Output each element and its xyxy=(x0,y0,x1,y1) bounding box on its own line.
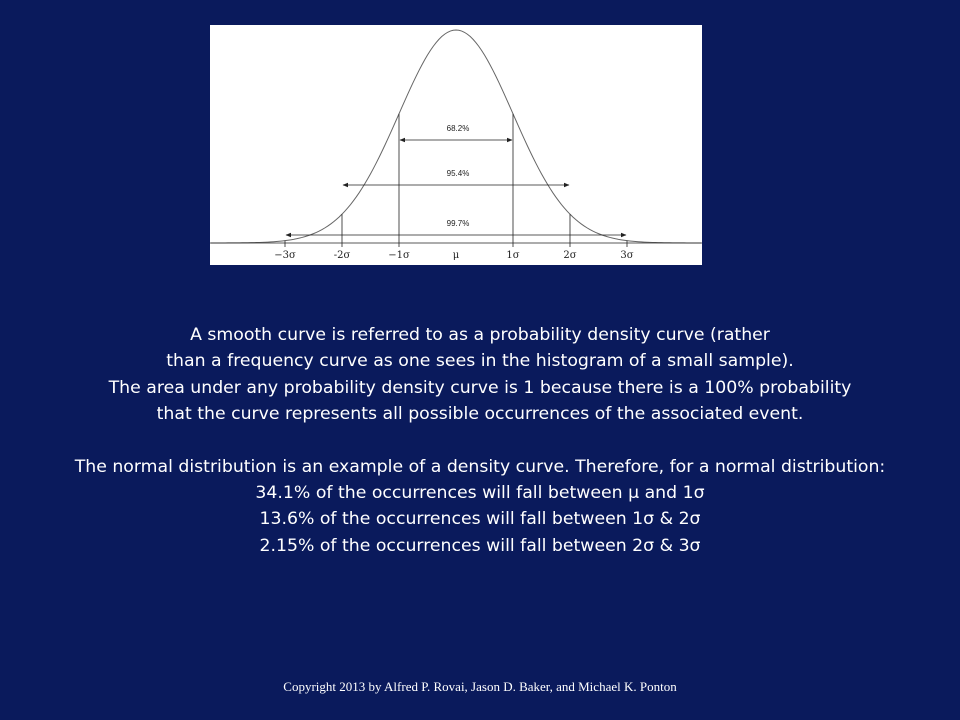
text-line: A smooth curve is referred to as a probability density curve (rather xyxy=(190,325,770,345)
normal-distribution-figure xyxy=(210,25,702,265)
tick-label: -2σ xyxy=(333,250,351,261)
tick-label: −1σ xyxy=(388,250,410,261)
tick-label: −3σ xyxy=(274,250,296,261)
density-curve xyxy=(211,30,701,243)
tick-label: 3σ xyxy=(620,250,634,261)
text-line: 13.6% of the occurrences will fall between 1σ & 2σ xyxy=(259,509,701,530)
explanation-text xyxy=(0,322,960,559)
range-percent-label: 95.4% xyxy=(446,169,470,178)
range-percent-label: 99.7% xyxy=(446,219,470,228)
text-line: The area under any probability density curve is 1 because there is a 100% probability xyxy=(108,377,852,398)
text-line: than a frequency curve as one sees in the histogram of a small sample). xyxy=(166,351,794,372)
tick-label: μ xyxy=(452,250,460,261)
normal-curve-diagram xyxy=(210,25,702,265)
copyright-notice: Copyright 2013 by Alfred P. Rovai, Jason D. Baker, and Michael K. Ponton xyxy=(283,679,677,694)
tick-label: 1σ xyxy=(506,250,520,261)
text-line: The normal distribution is an example of a density curve. Therefore, for a normal distribution: xyxy=(74,456,886,477)
tick-label: 2σ xyxy=(563,250,577,261)
text-line: that the curve represents all possible occurrences of the associated event. xyxy=(156,404,804,425)
range-percent-label: 68.2% xyxy=(446,124,470,133)
text-line: 2.15% of the occurrences will fall between 2σ & 3σ xyxy=(259,535,701,556)
text-line: 34.1% of the occurrences will fall between μ and 1σ xyxy=(255,483,705,504)
